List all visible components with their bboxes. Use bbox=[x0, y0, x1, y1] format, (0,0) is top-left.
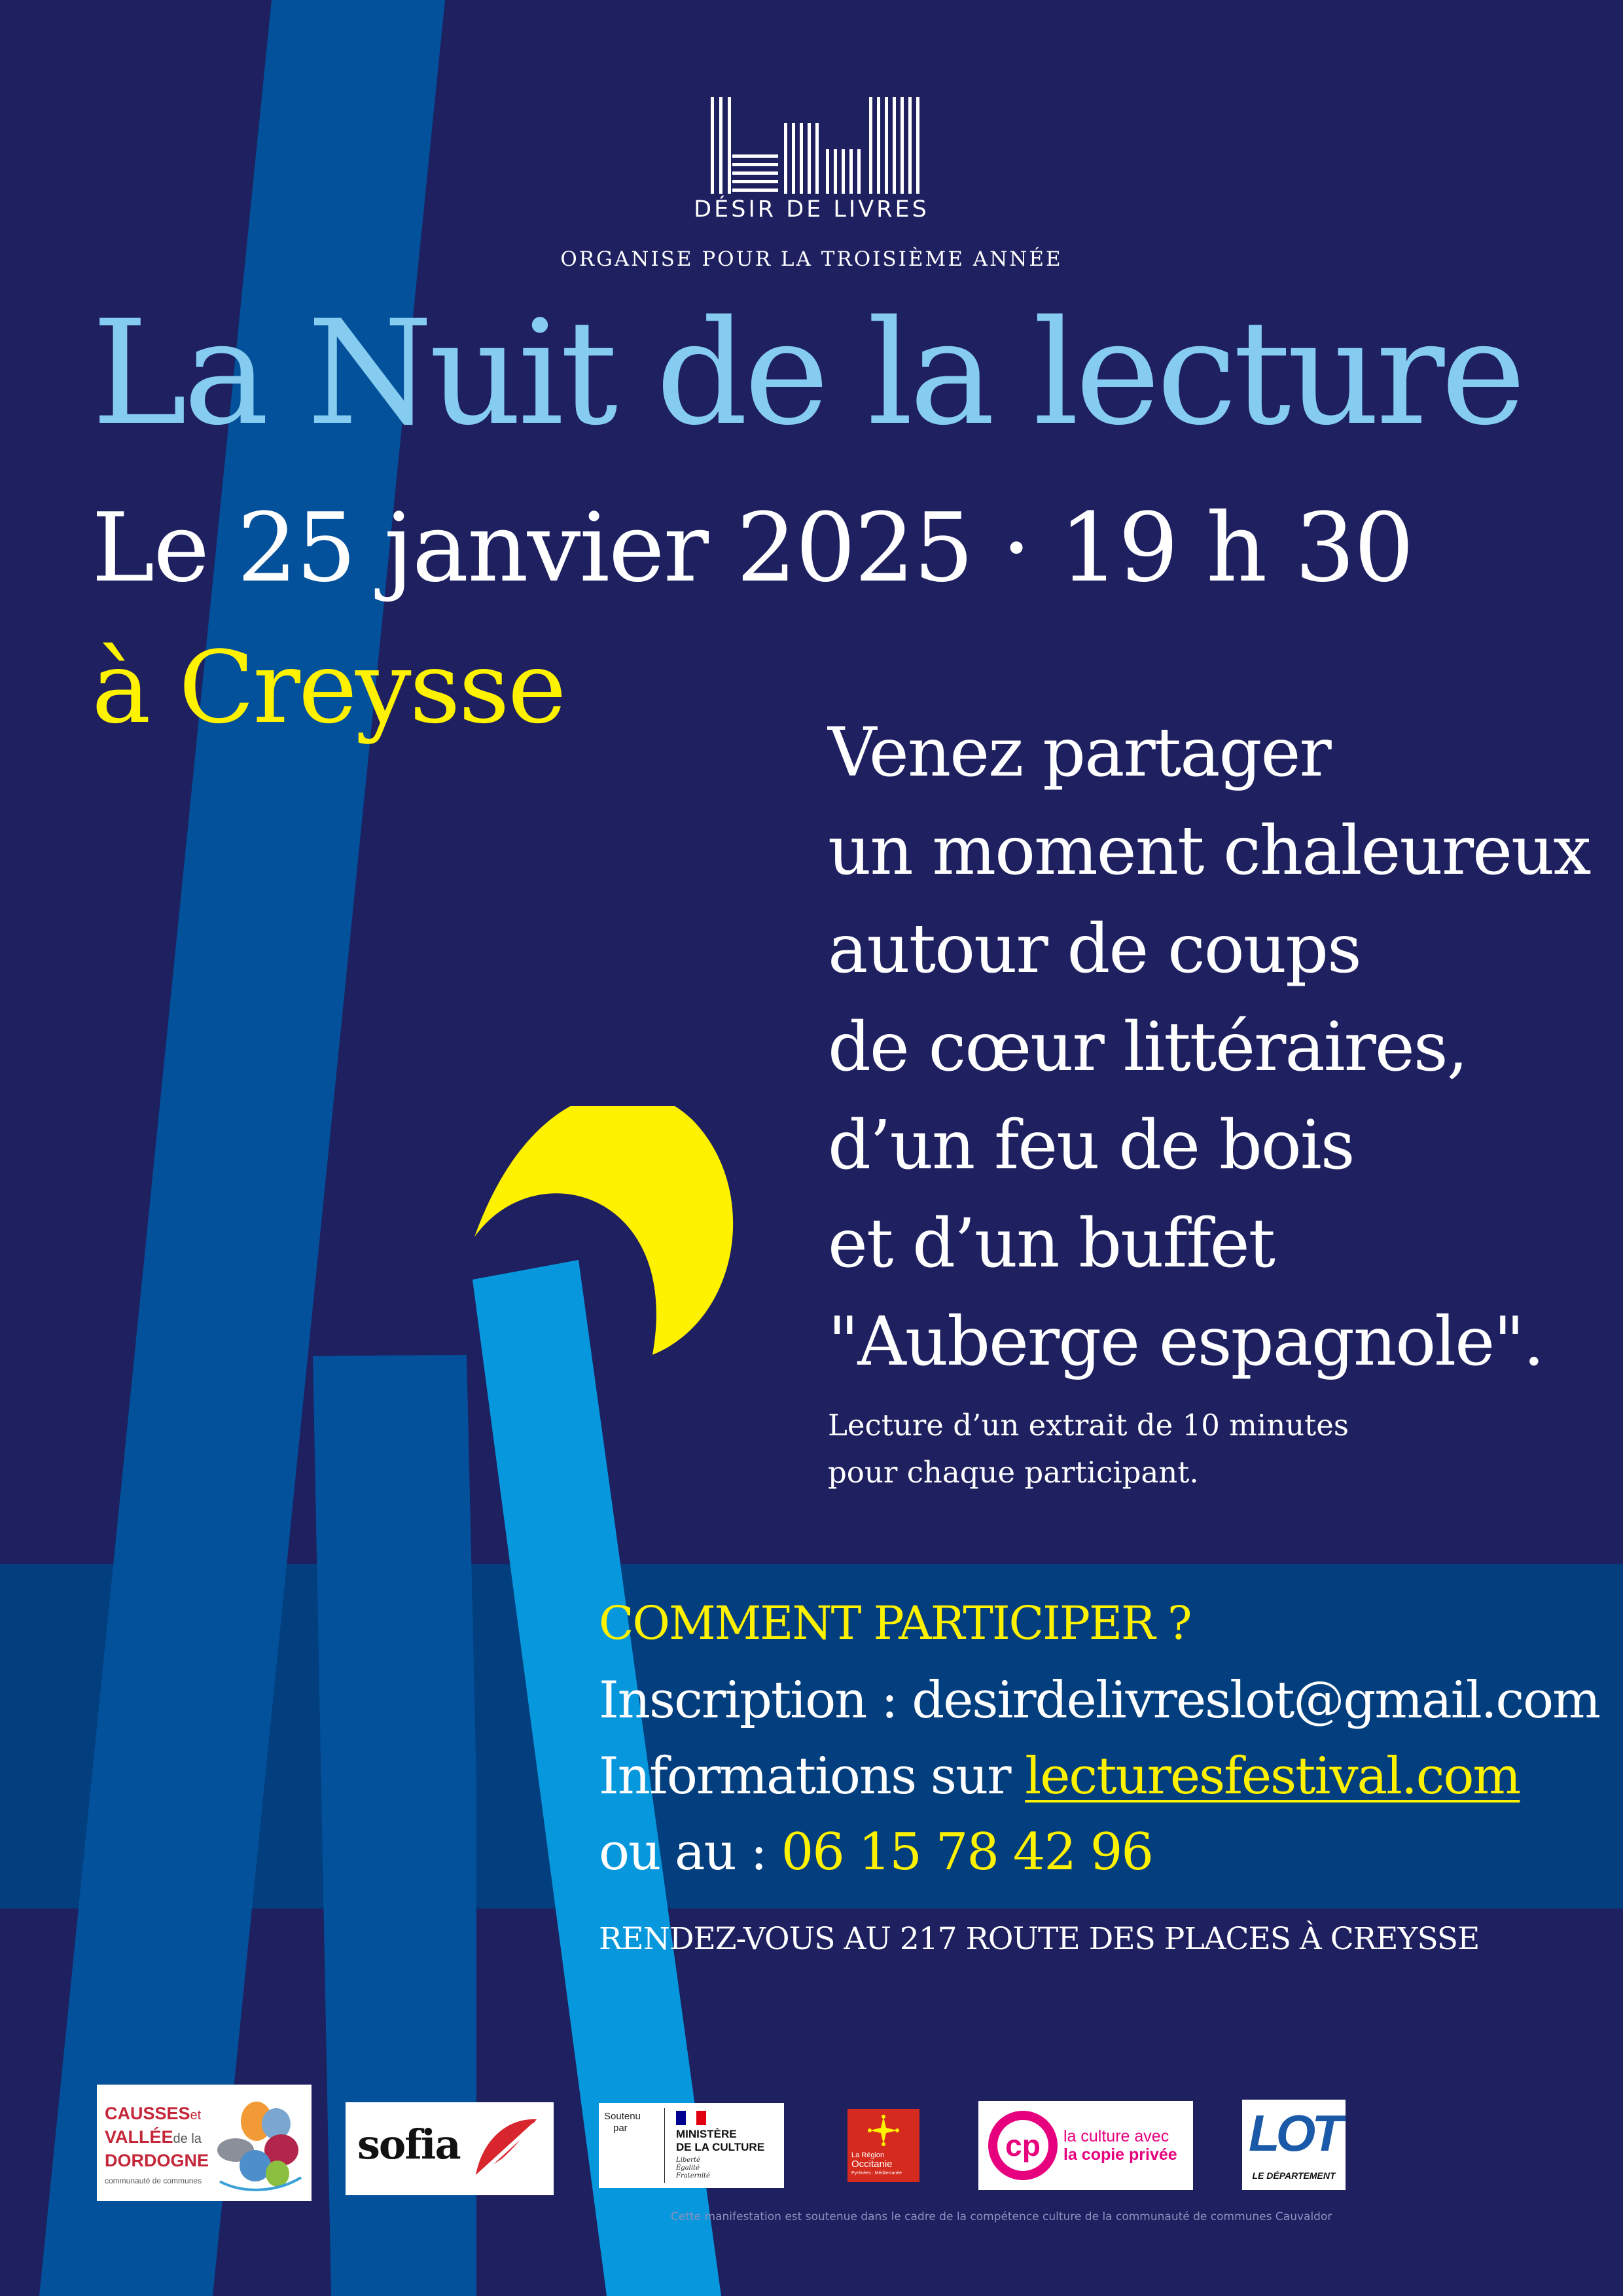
region-name: Occitanie bbox=[851, 2159, 893, 2170]
tagline: ORGANISE POUR LA TROISIÈME ANNÉE bbox=[560, 247, 1063, 271]
sponsor-lot-departement-logo bbox=[1242, 2100, 1346, 2190]
desir-de-livres-logo bbox=[711, 97, 920, 195]
region-label: La Région bbox=[851, 2151, 885, 2159]
ministere-name-1: MINISTÈRE bbox=[676, 2128, 737, 2140]
participate-heading: COMMENT PARTICIPER ? bbox=[599, 1596, 1191, 1650]
marianne-flag-icon bbox=[676, 2111, 706, 2125]
invitation-line: Venez partager bbox=[828, 713, 1330, 792]
invitation-line: de cœur littéraires, bbox=[828, 1008, 1467, 1086]
sponsor-region-occitanie-logo bbox=[847, 2109, 919, 2182]
sofia-wordmark: sofia bbox=[357, 2121, 460, 2168]
soutenu-label: Soutenu bbox=[604, 2111, 641, 2122]
invitation-line: autour de coups bbox=[828, 910, 1361, 988]
reading-note-line: pour chaque participant. bbox=[828, 1455, 1199, 1490]
registration-email[interactable]: desirdelivreslot@gmail.com bbox=[912, 1671, 1600, 1730]
phone-label: ou au : bbox=[599, 1823, 781, 1882]
registration-line bbox=[599, 1662, 1620, 1738]
event-location: à Creysse bbox=[92, 630, 565, 745]
invitation-line: "Auberge espagnole". bbox=[828, 1302, 1544, 1381]
invitation-line: d’un feu de bois bbox=[828, 1106, 1354, 1185]
occitan-cross-icon bbox=[867, 2114, 900, 2147]
causses-et: et bbox=[190, 2108, 202, 2123]
meeting-address: RENDEZ-VOUS AU 217 ROUTE DES PLACES À CREYSSE bbox=[599, 1921, 1480, 1957]
motto-fraternite: Fraternité bbox=[676, 2172, 710, 2179]
copie-line-2: la copie privée bbox=[1063, 2145, 1177, 2164]
sponsor-ministere-culture-logo bbox=[599, 2103, 784, 2188]
website-link[interactable]: lecturesfestival.com bbox=[1025, 1747, 1520, 1806]
reading-note-line: Lecture d’un extrait de 10 minutes bbox=[828, 1408, 1349, 1443]
funding-footnote: Cette manifestation est soutenue dans le cadre de la compétence culture de la communauté de communes Cauvaldor bbox=[671, 2210, 1332, 2223]
lot-subtitle: LE DÉPARTEMENT bbox=[1252, 2170, 1336, 2181]
event-title: La Nuit de la lecture bbox=[92, 289, 1522, 457]
reading-note bbox=[828, 1402, 1482, 1496]
vallee-word: VALLÉE bbox=[105, 2127, 173, 2147]
logo-caption: DÉSIR DE LIVRES bbox=[694, 196, 929, 223]
phone-number[interactable]: 06 15 78 42 96 bbox=[781, 1823, 1153, 1882]
invitation-text bbox=[828, 704, 1620, 1391]
copie-privee-mark-icon bbox=[986, 2109, 1060, 2182]
region-subtitle: Pyrénées · Méditerranée bbox=[851, 2171, 902, 2176]
registration-label: Inscription : bbox=[599, 1671, 912, 1730]
invitation-line: un moment chaleureux bbox=[828, 812, 1590, 890]
vallee-de-la: de la bbox=[173, 2132, 202, 2146]
motto-egalite: Égalité bbox=[676, 2164, 700, 2172]
sponsor-copie-privee-logo bbox=[978, 2101, 1193, 2190]
causses-word: CAUSSES bbox=[105, 2104, 190, 2123]
sponsor-causses-vallee-dordogne-logo bbox=[97, 2085, 312, 2201]
lot-wordmark: LOT bbox=[1249, 2104, 1339, 2162]
sofia-shell-icon bbox=[469, 2113, 542, 2185]
event-date-time: Le 25 janvier 2025 · 19 h 30 bbox=[92, 493, 1413, 603]
pebbles-icon bbox=[216, 2095, 306, 2193]
info-label: Informations sur bbox=[599, 1747, 1026, 1806]
copie-mark-text: cp bbox=[1005, 2128, 1041, 2162]
causses-subtitle: communauté de communes bbox=[105, 2176, 202, 2185]
crescent-moon-icon bbox=[466, 1106, 767, 1433]
phone-line bbox=[599, 1814, 1620, 1890]
motto-liberte: Liberté bbox=[676, 2157, 700, 2164]
ministere-name-2: DE LA CULTURE bbox=[676, 2141, 765, 2153]
par-label: par bbox=[613, 2123, 628, 2134]
dordogne-word: DORDOGNE bbox=[105, 2151, 209, 2170]
sponsor-sofia-logo bbox=[346, 2102, 554, 2195]
how-to-participate bbox=[599, 1584, 1620, 1890]
invitation-line: et d’un buffet bbox=[828, 1204, 1275, 1283]
copie-line-1: la culture avec bbox=[1063, 2127, 1169, 2145]
info-line bbox=[599, 1738, 1620, 1814]
